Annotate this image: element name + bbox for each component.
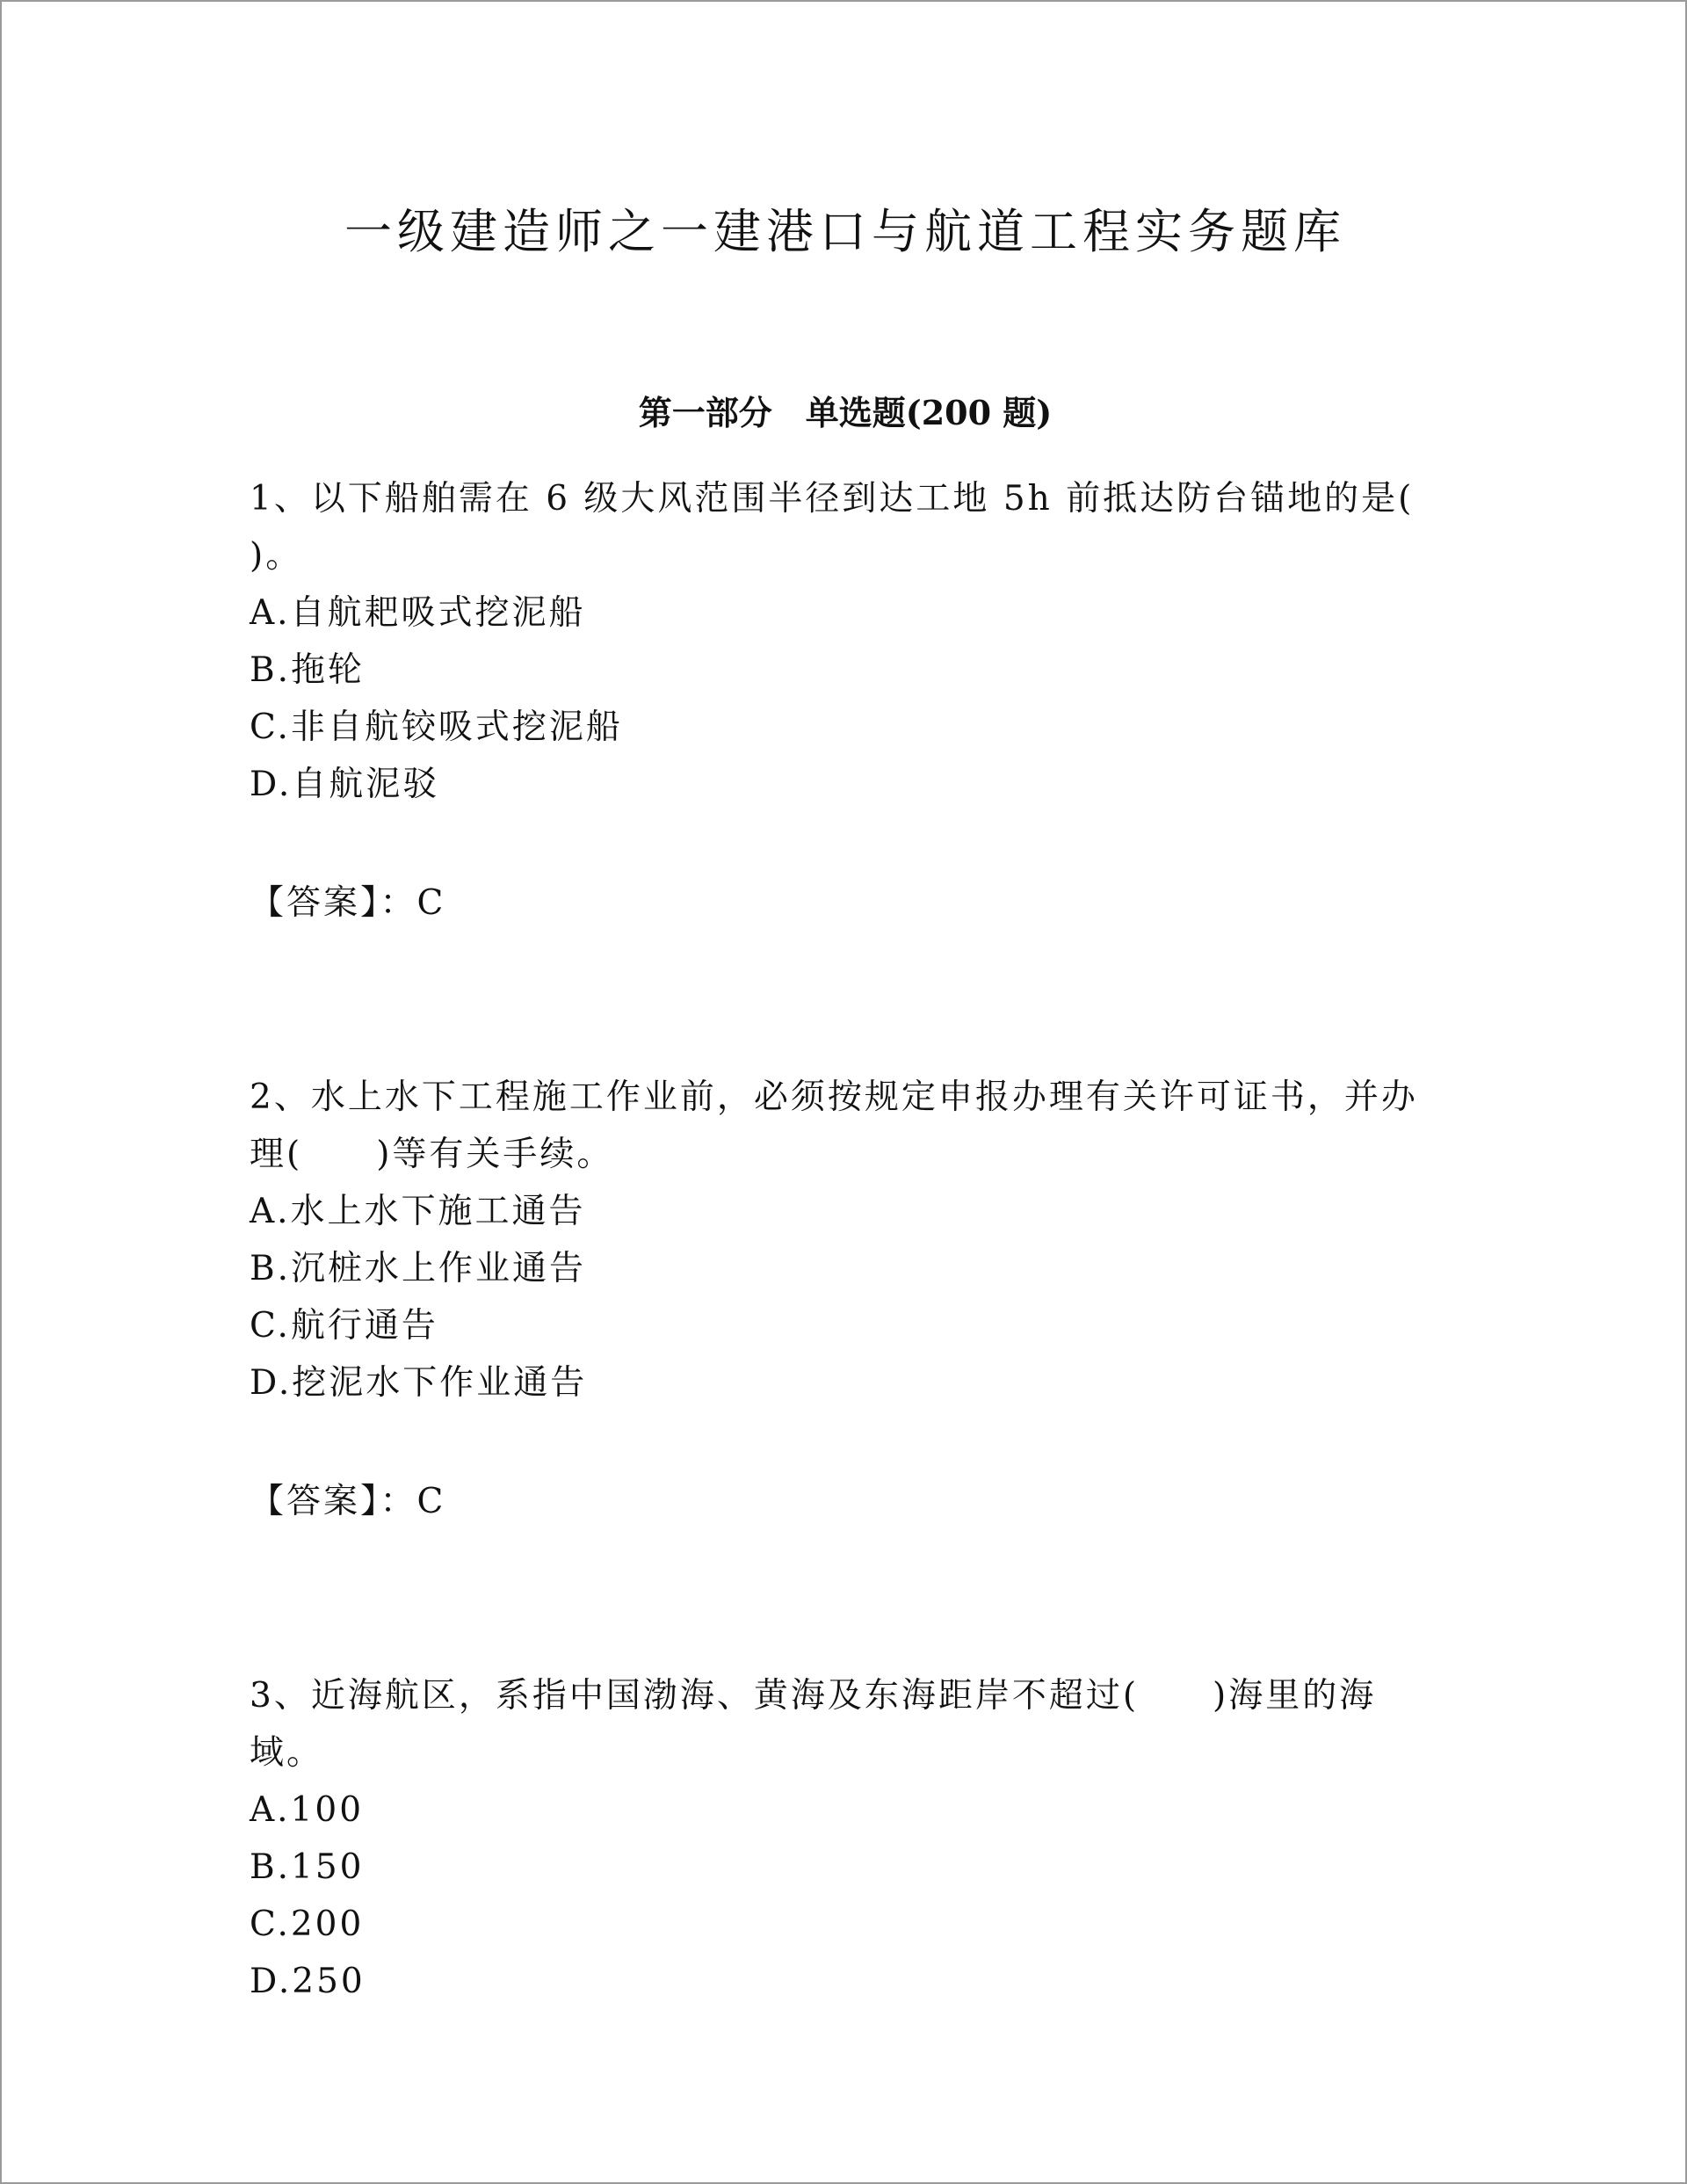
option-c: C.200	[250, 1905, 365, 1944]
question-stem: 2、水上水下工程施工作业前，必须按规定申报办理有关许可证书，并办理( )等有关手续。	[250, 1077, 1418, 1174]
option-list	[250, 1183, 1427, 1411]
option-d: D.挖泥水下作业通告	[250, 1363, 588, 1403]
option-d: D.250	[250, 1962, 366, 2001]
question-1	[250, 470, 1427, 932]
option-list	[250, 1781, 1427, 2010]
option-list	[250, 584, 1427, 813]
option-d: D.自航泥驳	[250, 765, 440, 804]
document-title: 一级建造师之一建港口与航道工程实务题库	[344, 204, 1346, 259]
answer-line: 【答案】：C	[250, 1482, 446, 1521]
option-b: B.拖轮	[250, 650, 366, 690]
option-a: A.自航耙吸式挖泥船	[250, 593, 586, 633]
option-a: A.100	[250, 1790, 365, 1830]
question-list	[250, 470, 1427, 2010]
answer-line: 【答案】：C	[250, 883, 446, 923]
question-stem: 1、以下船舶需在 6 级大风范围半径到达工地 5h 前抵达防台锚地的是( )。	[250, 479, 1415, 576]
option-a: A.水上水下施工通告	[250, 1192, 586, 1231]
question-2	[250, 1069, 1427, 1530]
section-title: 第一部分 单选题(200 题)	[638, 393, 1053, 432]
question-stem: 3、近海航区，系指中国渤海、黄海及东海距岸不超过( )海里的海域。	[250, 1676, 1377, 1773]
question-spacer	[250, 932, 1427, 1069]
option-b: B.150	[250, 1847, 365, 1887]
option-c: C.非自航铰吸式挖泥船	[250, 707, 623, 747]
option-c: C.航行通告	[250, 1306, 438, 1346]
question-3	[250, 1667, 1427, 2010]
question-spacer	[250, 1530, 1427, 1667]
option-b: B.沉桩水上作业通告	[250, 1249, 587, 1288]
